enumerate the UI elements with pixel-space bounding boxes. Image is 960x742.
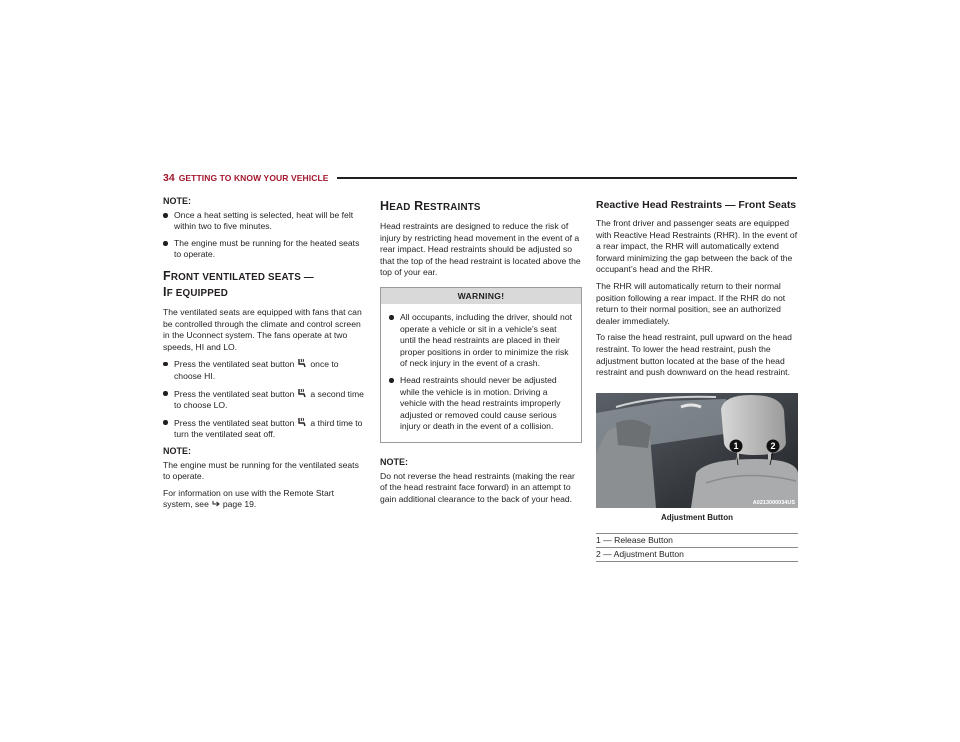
- note-label: NOTE:: [380, 456, 408, 467]
- bullet-icon: [389, 315, 394, 320]
- bullet-icon: [163, 213, 168, 218]
- head-restraints-intro: Head restraints are designed to reduce the risk of injury by restricting head movement in the event of a rear impact. Head restraints should be adjusted so that the top of the head restraint is located above the top of your ear.: [380, 221, 581, 278]
- bullet-icon: [163, 391, 168, 396]
- ventilated-seat-icon: [297, 388, 307, 398]
- list-item: Press the ventilated seat button a third time to turn the ventilated seat off.: [163, 417, 365, 441]
- note-label: NOTE:: [163, 445, 191, 456]
- legend-row: 2 — Adjustment Button: [596, 548, 798, 562]
- header-rule: [337, 177, 797, 180]
- ventilated-seat-icon: [297, 358, 307, 368]
- note-text: Do not reverse the head restraints (making the rear of the head restraint face forward) in an attempt to gain additional clearance to the back of your head.: [380, 470, 575, 504]
- list-item: Once a heat setting is selected, heat will be felt within two to five minutes.: [163, 210, 365, 233]
- note-bullet-list: [163, 210, 365, 261]
- column-middle: [380, 196, 582, 510]
- callout-2: 2: [770, 440, 776, 451]
- list-item: Head restraints should never be adjusted while the vehicle is in motion. Driving a vehicle with the head restraints improperly adjusted or removed could cause serious injury or death in the event of a collision.: [389, 375, 573, 433]
- warning-title: WARNING!: [381, 288, 581, 304]
- image-code: A0213000034US: [752, 499, 795, 506]
- section-heading-head-restraints: HEAD RESTRAINTS: [380, 199, 481, 213]
- ventilated-steps-list: [163, 358, 365, 441]
- figure-legend: [596, 533, 798, 562]
- list-item: Press the ventilated seat button a second time to choose LO.: [163, 388, 365, 412]
- section-heading-ventilated-seats: FRONT VENTILATED SEATS — IF EQUIPPED: [163, 268, 314, 299]
- callout-1: 1: [733, 440, 739, 451]
- list-item: All occupants, including the driver, should not operate a vehicle or sit in a vehicle’s seat until the head restraints are placed in their proper positions in order to minimize the risk of neck injury in the event of a crash.: [389, 312, 573, 370]
- ventilated-seat-icon: [297, 417, 307, 427]
- warning-box: [380, 287, 582, 443]
- bullet-icon: [163, 420, 168, 425]
- page-number: 34: [163, 172, 175, 184]
- warning-list: [389, 312, 573, 433]
- note-text: The engine must be running for the ventilated seats to operate.: [163, 459, 359, 482]
- remote-start-reference: For information on use with the Remote Start system, see page 19.: [163, 487, 334, 510]
- paragraph: The RHR will automatically return to their normal position following a rear impact. If the RHR do not return to their normal position, see an authorized dealer immediately.: [596, 280, 786, 326]
- page-link[interactable]: page 19.: [222, 499, 257, 510]
- list-item: The engine must be running for the heated seats to operate.: [163, 238, 365, 261]
- bullet-icon: [163, 241, 168, 246]
- seat-illustration: [596, 393, 798, 508]
- paragraph: To raise the head restraint, pull upward on the head restraint. To lower the head restraint, push the adjustment button located at the base of the head restraint and push downward on the head restraint.: [596, 332, 792, 378]
- bullet-icon: [163, 362, 168, 367]
- bullet-icon: [389, 378, 394, 383]
- head-restraint-photo: [596, 393, 798, 508]
- subsection-heading-reactive-head-restraints: Reactive Head Restraints — Front Seats: [596, 199, 797, 211]
- section-title: GETTING TO KNOW YOUR VEHICLE: [178, 173, 329, 183]
- ventilated-intro: The ventilated seats are equipped with fans that can be controlled through the climate and control screen in the Uconnect system. The fans operate at two speeds, HI and LO.: [163, 306, 362, 352]
- figure-caption: Adjustment Button: [661, 512, 733, 522]
- column-right: [596, 196, 798, 562]
- column-left: [163, 196, 365, 516]
- note-label: NOTE:: [163, 196, 191, 206]
- list-item: Press the ventilated seat button once to choose HI.: [163, 358, 365, 382]
- paragraph: The front driver and passenger seats are equipped with Reactive Head Restraints (RHR). In the event of a rear impact, the RHR will automatically extend forward minimizing the gap between the back of the occupant’s head and the RHR.: [596, 218, 798, 275]
- page-reference-icon: [212, 500, 220, 508]
- page-header: [163, 170, 797, 186]
- legend-row: 1 — Release Button: [596, 534, 798, 548]
